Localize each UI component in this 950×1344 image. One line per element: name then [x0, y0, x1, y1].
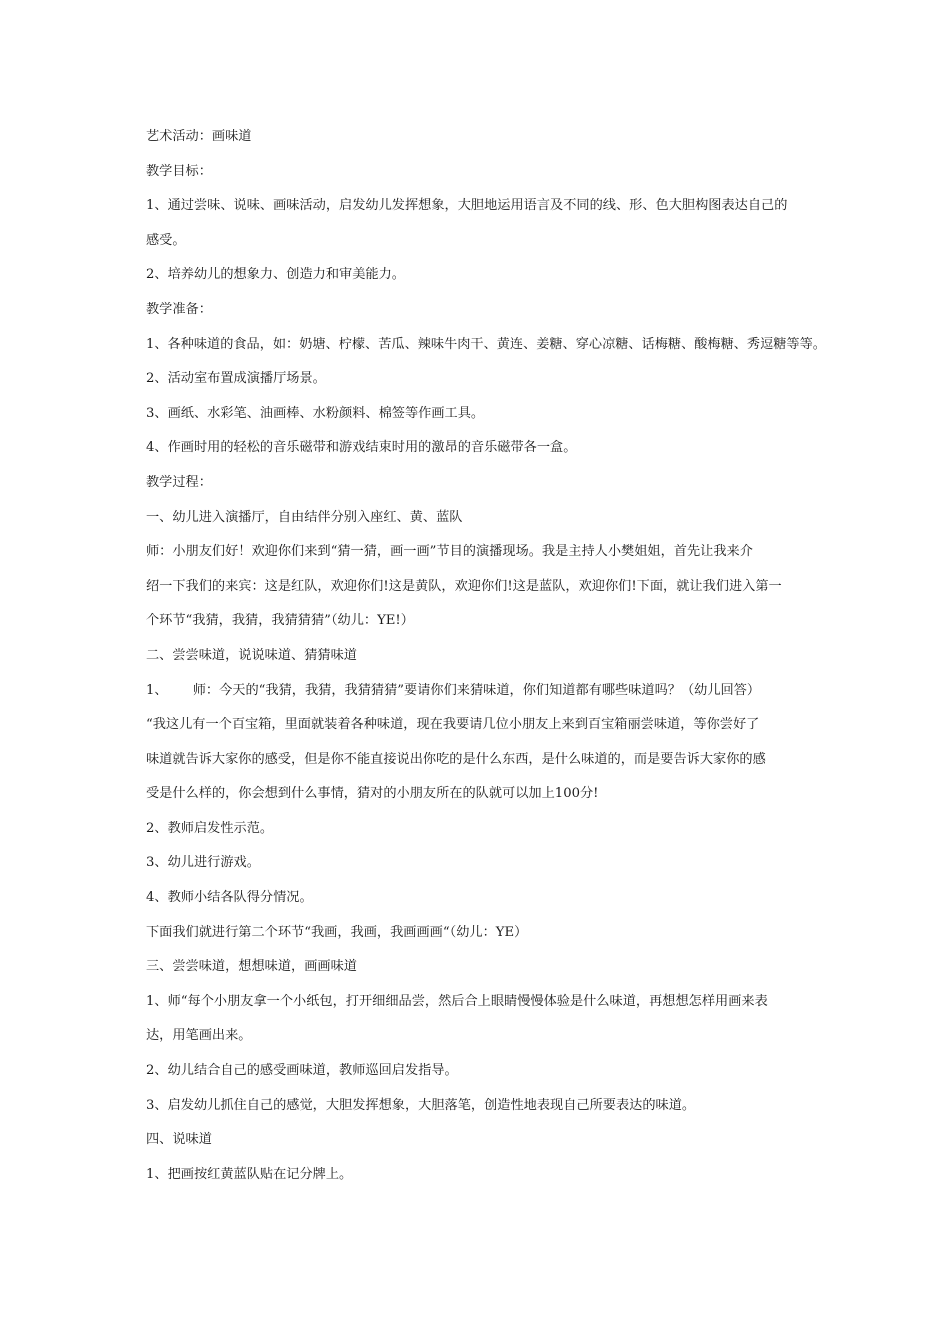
text-line: 4、作画时用的轻松的音乐磁带和游戏结束时用的激昂的音乐磁带各一盒。: [146, 440, 577, 456]
text-line: 2、教师启发性示范。: [146, 820, 274, 836]
step-heading-1: 一、幼儿进入演播厅，自由结伴分别入座红、黄、蓝队: [146, 509, 463, 525]
text-line: 4、教师小结各队得分情况。: [146, 890, 313, 906]
text-line: 3、启发幼儿抓住自己的感觉，大胆发挥想象，大胆落笔，创造性地表现自己所要表达的味道。: [146, 1097, 696, 1113]
text-line: 1、把画按红黄蓝队贴在记分牌上。: [146, 1166, 353, 1182]
text-line: 师：小朋友们好！欢迎你们来到“猜一猜，画一画”节目的演播现场。我是主持人小樊姐姐，首先让我来介: [146, 544, 753, 560]
section-heading-goals: 教学目标：: [146, 163, 212, 179]
text-line: 3、画纸、水彩笔、油画棒、水粉颜料、棉签等作画工具。: [146, 405, 485, 421]
text-line: 绍一下我们的来宾：这是红队，欢迎你们!这是黄队，欢迎你们!这是蓝队，欢迎你们!下面，就让我们进入第一: [146, 578, 782, 594]
text-line: 感受。: [146, 232, 186, 248]
text-line: 1、师“每个小朋友拿一个小纸包，打开细细品尝，然后合上眼睛慢慢体验是什么味道，再想想怎样用画来表: [146, 993, 768, 1009]
step-heading-2: 二、尝尝味道，说说味道、猜猜味道: [146, 647, 357, 663]
doc-title: 艺术活动：画味道: [146, 129, 252, 144]
step-heading-4: 四、说味道: [146, 1132, 212, 1148]
text-line: 1、通过尝味、说味、画味活动，启发幼儿发挥想象，大胆地运用语言及不同的线、形、色大胆构图表达自己的: [146, 198, 788, 214]
text-line: 2、活动室布置成演播厅场景。: [146, 371, 326, 387]
text-line: 味道就告诉大家你的感受，但是你不能直接说出你吃的是什么东西，是什么味道的，而是要告诉大家你的感: [146, 751, 766, 767]
text-line: 个环节“我猜，我猜，我猜猜猜”（幼儿：YE!）: [146, 613, 414, 629]
text-line: 2、培养幼儿的想象力、创造力和审美能力。: [146, 267, 405, 283]
text-line: 受是什么样的，你会想到什么事情，猜对的小朋友所在的队就可以加上100分!: [146, 786, 599, 802]
section-heading-process: 教学过程：: [146, 474, 212, 490]
text-line: 1、各种味道的食品，如：奶塘、柠檬、苦瓜、辣味牛肉干、黄连、姜糖、穿心凉糖、话梅糖、酸梅糖、秀逗糖等等。: [146, 336, 826, 352]
step-heading-3: 三、尝尝味道，想想味道，画画味道: [146, 959, 357, 975]
text-line: “我这儿有一个百宝箱，里面就装着各种味道，现在我要请几位小朋友上来到百宝箱丽尝味道，等你尝好了: [146, 717, 760, 733]
text-line: 下面我们就进行第二个环节“我画，我画，我画画画“（幼儿：YE）: [146, 924, 528, 940]
text-line: 3、幼儿进行游戏。: [146, 855, 260, 871]
document-body: [146, 124, 826, 1196]
section-heading-preparation: 教学准备：: [146, 301, 212, 317]
text-line: 1、 师：今天的“我猜，我猜，我猜猜猜”要请你们来猜味道，你们知道都有哪些味道吗？（幼儿回答）: [146, 682, 761, 698]
text-line: 2、幼儿结合自己的感受画味道，教师巡回启发指导。: [146, 1063, 458, 1079]
text-line: 达，用笔画出来。: [146, 1028, 252, 1044]
